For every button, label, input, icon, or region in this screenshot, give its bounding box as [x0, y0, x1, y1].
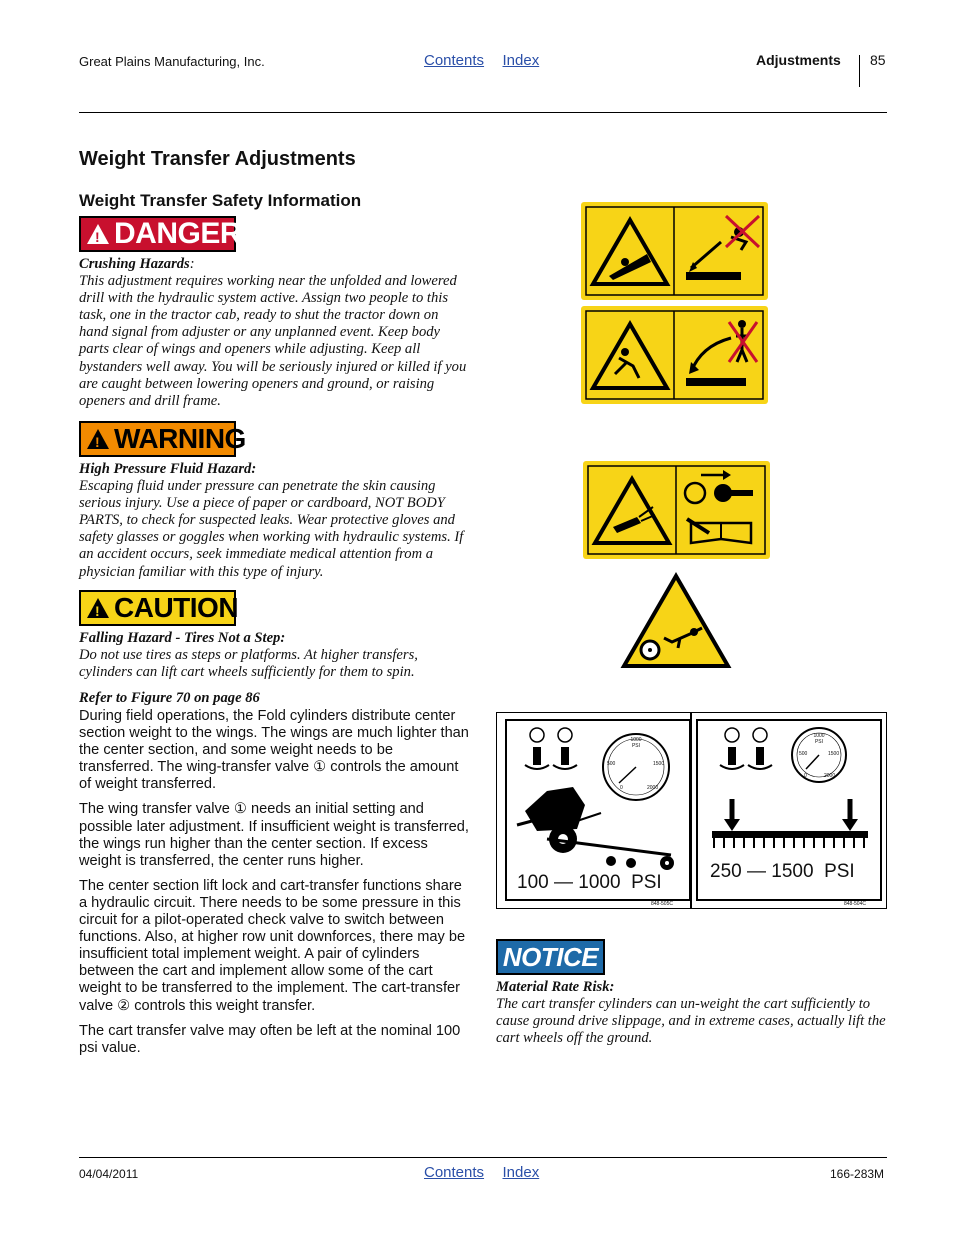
page-title: Weight Transfer Adjustments: [79, 148, 356, 170]
decal-divider: [690, 713, 692, 908]
gauge-tick: 1500: [828, 751, 840, 757]
paragraph: The cart transfer valve may often be left at the nominal 100 psi value.: [79, 1022, 461, 1056]
danger-heading: Crushing Hazards: [79, 256, 190, 272]
section-name: Adjustments: [756, 52, 841, 68]
danger-signal-word: [79, 216, 242, 252]
cart-pressure-range: 100 — 1000 PSI: [517, 872, 662, 893]
notice-signal-word: [496, 939, 605, 975]
notice-message: [496, 979, 888, 1047]
warning-message: [79, 461, 471, 581]
cart-transfer-decal: [505, 719, 691, 907]
figure-reference: Refer to Figure 70 on page 86: [79, 690, 260, 706]
paragraph: During field operations, the Fold cylinders distribute center section weight to the wings. The wings are much lighter than the center section, and some weight needs to be transferred. The wing-transfer valve ① controls the amount of weight transferred.: [79, 708, 469, 793]
section-subtitle: Weight Transfer Safety Information: [79, 191, 362, 210]
warning-body: Escaping fluid under pressure can penetrate the skin causing serious injury. Use a piece of paper or cardboard, NOT BODY PARTS, to check for suspected leaks. Wear protective gloves and safety glasses or goggles when working with hydraulic systems. If an accident occurs, seek immediate medical attention from a physician familiar with this type of injury.: [79, 478, 464, 580]
gauge-tick: 2000: [824, 773, 836, 779]
paragraph: The center section lift lock and cart-transfer functions share a hydraulic circuit. There needs to be some pressure in this circuit for a pilot-operated check valve to switch between functions. Also, at higher row unit downforces, there may be insufficient total implement weight. A pair of cylinders between the cart and implement allow some of the cart weight to be transferred to the implement. The cart-transfer valve ② controls this weight transfer.: [79, 877, 466, 1014]
footer-rule: [79, 1157, 887, 1158]
caution-heading: Falling Hazard - Tires Not a Step:: [79, 630, 286, 646]
caution-signal-word: [79, 590, 239, 626]
company-name: Great Plains Manufacturing, Inc.: [79, 54, 265, 69]
pressure-setting-decals: [496, 712, 887, 909]
decal-code: 848-504C: [844, 901, 866, 907]
footer-nav: [424, 1164, 553, 1182]
gauge-tick: 500: [799, 751, 808, 757]
paragraph: The wing transfer valve ① needs an initial setting and possible later adjustment. If insufficient weight is transferred, the wings run higher than the center section. If excess weight is transferred, the center runs higher.: [79, 801, 469, 869]
header-index-link[interactable]: Index: [502, 52, 540, 69]
decal-code: 848-505C: [651, 901, 673, 907]
caution-label: CAUTION: [114, 592, 239, 623]
wing-pressure-range: 250 — 1500 PSI: [710, 861, 855, 882]
alert-triangle-icon: !: [87, 224, 109, 244]
warning-signal-word: [79, 421, 246, 457]
falling-hazard-decal: [620, 572, 732, 670]
footer-date: 04/04/2011: [79, 1167, 139, 1181]
body-text: [79, 708, 471, 1057]
danger-body: This adjustment requires working near the unfolded and lowered drill with the hydraulic system active. Assign two people to this task, one in the tractor cab, ready to shut the tractor down on hand signal from adjuster or any unplanned event. Keep body parts clear of wings and openers while adjusting. Keep all bystanders well away. You will be seriously injured or killed if you are caught between lowering openers and ground, or raising openers and drill frame.: [79, 273, 467, 409]
header-divider: [859, 55, 860, 87]
crush-hazard-decal: [581, 202, 768, 300]
wing-transfer-decal: [696, 719, 882, 907]
danger-label: DANGER: [114, 217, 242, 250]
header-contents-link[interactable]: Contents: [424, 52, 485, 69]
notice-label: NOTICE: [502, 941, 599, 972]
crush-hazard-decal-2: [581, 306, 768, 404]
caution-message: [79, 630, 471, 681]
alert-triangle-icon: !: [87, 429, 109, 449]
danger-message: [79, 256, 471, 410]
document-number: 166-283M: [830, 1167, 885, 1181]
footer-index-link[interactable]: Index: [502, 1164, 540, 1181]
danger-heading-colon: :: [189, 256, 195, 272]
alert-triangle-icon: !: [87, 598, 109, 618]
gauge-tick: 0: [620, 785, 623, 791]
warning-heading: High Pressure Fluid Hazard:: [79, 461, 257, 477]
gauge-tick: 500: [607, 761, 616, 767]
notice-heading: Material Rate Risk:: [496, 979, 615, 995]
page-number: 85: [870, 52, 886, 68]
gauge-tick: 1500: [653, 761, 665, 767]
gauge-tick: 0: [804, 773, 807, 779]
header-rule: [79, 112, 887, 113]
caution-body: Do not use tires as steps or platforms. At higher transfers, cylinders can lift cart wheels sufficiently for them to spin.: [79, 647, 418, 681]
notice-body: The cart transfer cylinders can un-weight the cart sufficiently to cause ground drive slippage, and in extreme cases, actually lift the cart wheels off the ground.: [496, 996, 886, 1047]
warning-label: WARNING: [114, 423, 246, 454]
gauge-label: 1000 PSI: [630, 737, 642, 749]
gauge-label: 1000 PSI: [813, 733, 825, 745]
gauge-tick: 2000: [647, 785, 659, 791]
high-pressure-fluid-decal: [583, 461, 770, 559]
footer-contents-link[interactable]: Contents: [424, 1164, 485, 1181]
header-nav: [424, 52, 553, 70]
